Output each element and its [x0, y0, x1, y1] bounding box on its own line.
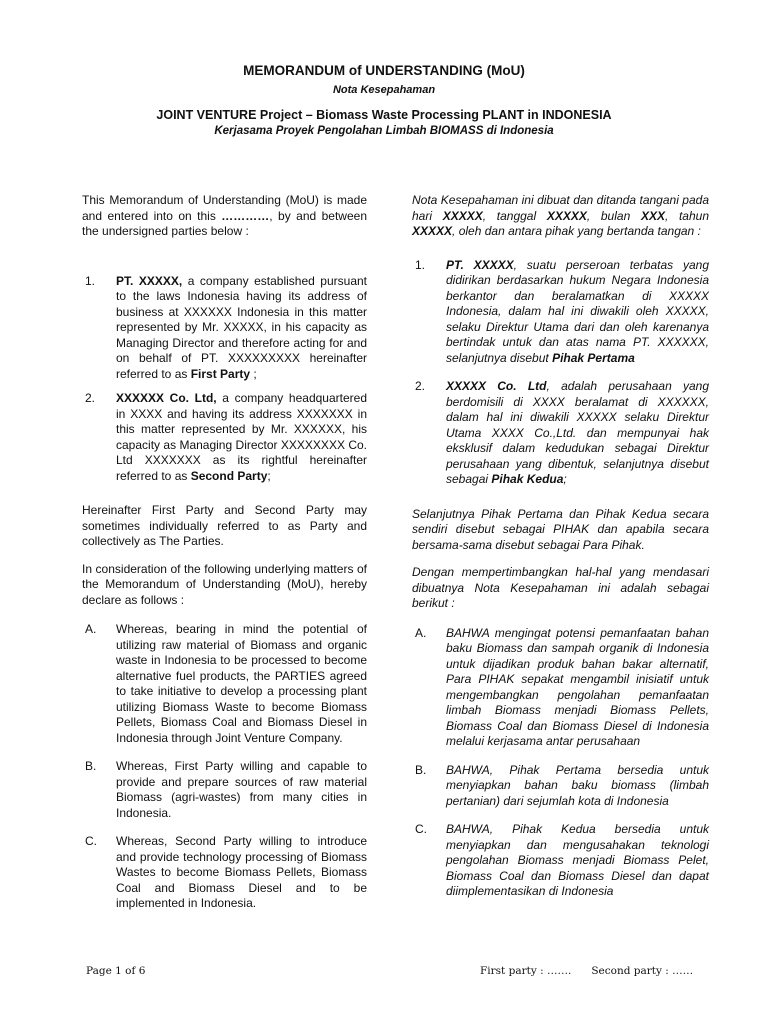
party-2-clause: 2. XXXXXX Co. Ltd, a company headquartered in XXXX and having its address XXXXXXX in this matter represented by Mr. XXXXXX, his capacity as Managing Director XXXXXXXX Co. Ltd XXXXXXX as its rightful hereinafter referred to as Second Party; [82, 391, 367, 484]
hereinafter-paragraph: Hereinafter First Party and Second Party may sometimes individually referred to as Party and collectively as The Parties. [82, 503, 367, 548]
party-role: Pihak Kedua [491, 472, 564, 486]
party-initials [480, 964, 693, 980]
date-blank: ………… [221, 208, 270, 223]
whereas-b: B. Whereas, First Party willing and capable to provide and prepare sources of raw material Biomass (agri-wastes) from many cities in Indonesia. [82, 759, 367, 821]
intro-paragraph-id: Nota Kesepahaman ini dibuat dan ditanda tangani pada hari XXXXX, tanggal XXXXX, bulan XXX, tahun XXXXX, oleh dan antara pihak yang bertanda tangan : [412, 193, 710, 238]
party-name: PT. XXXXX, [116, 273, 183, 288]
clause-number: 1. [415, 257, 426, 272]
page-number: Page 1 of 6 [86, 965, 146, 977]
project-title: JOINT VENTURE Project – Biomass Waste Processing PLANT in INDONESIA [156, 108, 612, 122]
intro-paragraph: This Memorandum of Understanding (MoU) is made and entered into on this …………, by and between the undersigned parties below : [82, 193, 367, 238]
party-2-clause-id: 2. XXXXX Co. Ltd, adalah perusahaan yang berdomisili di XXXX beralamat di XXXXXX, dalam hal ini diwakili XXXXX selaku Direktur Utama XXXX Co.,Ltd. dan mempunyai hak eksklusif dalam kedudukan sebagai Direktur perusahaan yang dibentuk, selanjutnya disebut sebagai Pihak Kedua; [412, 379, 709, 488]
english-column [82, 193, 367, 925]
document-subtitle: Nota Kesepahaman [332, 84, 436, 96]
party-name: XXXXX Co. Ltd [446, 379, 547, 393]
whereas-c: C. Whereas, Second Party willing to introduce and provide technology processing of Biomass Wastes to become Biomass Pellets, Biomass Coal and Biomass Diesel and to be implemented in Indonesia. [82, 834, 367, 912]
clause-letter: A. [415, 625, 427, 640]
whereas-b-id: B. BAHWA, Pihak Pertama bersedia untuk menyiapkan bahan baku biomass (limbah pertanian) dari sejumlah kota di Indonesia [412, 763, 709, 810]
clause-letter: C. [85, 834, 97, 848]
document-title: MEMORANDUM of UNDERSTANDING (MoU) [243, 63, 525, 78]
clause-letter: B. [85, 759, 97, 773]
hereinafter-paragraph-id: Selanjutnya Pihak Pertama dan Pihak Kedua secara sendiri disebut sebagai PIHAK dan apabila secara bersama-sama disebut sebagai Para Pihak. [412, 506, 709, 552]
whereas-a: A. Whereas, bearing in mind the potential of utilizing raw material of Biomass and organic waste in Indonesia to be processed to become alternative fuel products, the PARTIES agreed to take initiative to develop a processing plant utilizing Biomass Waste to become Biomass Pellets, Biomass Coal and Biomass Diesel in Indonesia through Joint Venture Company. [82, 622, 367, 746]
clause-letter: B. [415, 762, 427, 777]
party-name: XXXXXX Co. Ltd, [116, 391, 217, 405]
whereas-a-id: A. BAHWA mengingat potensi pemanfaatan bahan baku Biomass dan sampah organik di Indonesia untuk dijadikan produk bahan bakar alternatif, Para PIHAK sepakat mengambil inisiatif untuk mengembangkan pengolahan pemanfaatan limbah Biomass menjadi Biomass Pellets, Biomass Coal dan Biomass Diesel di Indonesia melalui kerjasama antar perusahaan [412, 626, 709, 750]
consideration-paragraph: In consideration of the following underlying matters of the Memorandum of Understanding (MoU), hereby declare as follows : [82, 561, 367, 607]
clause-letter: C. [415, 822, 427, 836]
party-1-clause-id: 1. PT. XXXXX, suatu perseroan terbatas yang didirikan berdasarkan hukum Negara Indonesia berkantor dan beralamatkan di XXXXX Indonesia, dalam hal ini diwakili oleh XXXXX, selaku Direktur Utama dari dan oleh karenanya bertindak untuk dan atas nama PT. XXXXXX, selanjutnya disebut Pihak Pertama [412, 258, 709, 367]
party-role: Pihak Pertama [552, 350, 635, 365]
clause-number: 1. [85, 273, 96, 288]
second-party-initial: Second party : …… [591, 965, 694, 977]
party-role: Second Party [190, 468, 268, 483]
party-role: First Party [190, 366, 251, 381]
whereas-c-id: C. BAHWA, Pihak Kedua bersedia untuk menyiapkan dan mengusahakan teknologi pengolahan Biomass menjadi Biomass Pelet, Biomass Coal dan Biomass Diesel dan dapat diimplementasikan di Indonesia [412, 822, 709, 900]
party-1-clause: 1. PT. XXXXX, a company established pursuant to the laws Indonesia having its address of business at XXXXXX Indonesia in this matter represented by Mr. XXXXX, in his capacity as Managing Director and therefore acting for and on behalf of PT. XXXXXXXXX hereinafter referred to as First Party ; [82, 274, 367, 383]
first-party-initial: First party : ……. [480, 965, 572, 977]
document-header [0, 62, 768, 139]
clause-number: 2. [415, 379, 426, 393]
indonesian-column [412, 193, 709, 913]
consideration-paragraph-id: Dengan mempertimbangkan hal-hal yang mendasari dibuatnya Nota Kesepahaman ini adalah sebagai berikut : [412, 565, 709, 610]
clause-number: 2. [85, 391, 96, 405]
clause-letter: A. [85, 622, 97, 636]
project-title-indonesian: Kerjasama Proyek Pengolahan Limbah BIOMASS di Indonesia [214, 125, 554, 137]
party-name: PT. XXXXX [446, 257, 514, 272]
